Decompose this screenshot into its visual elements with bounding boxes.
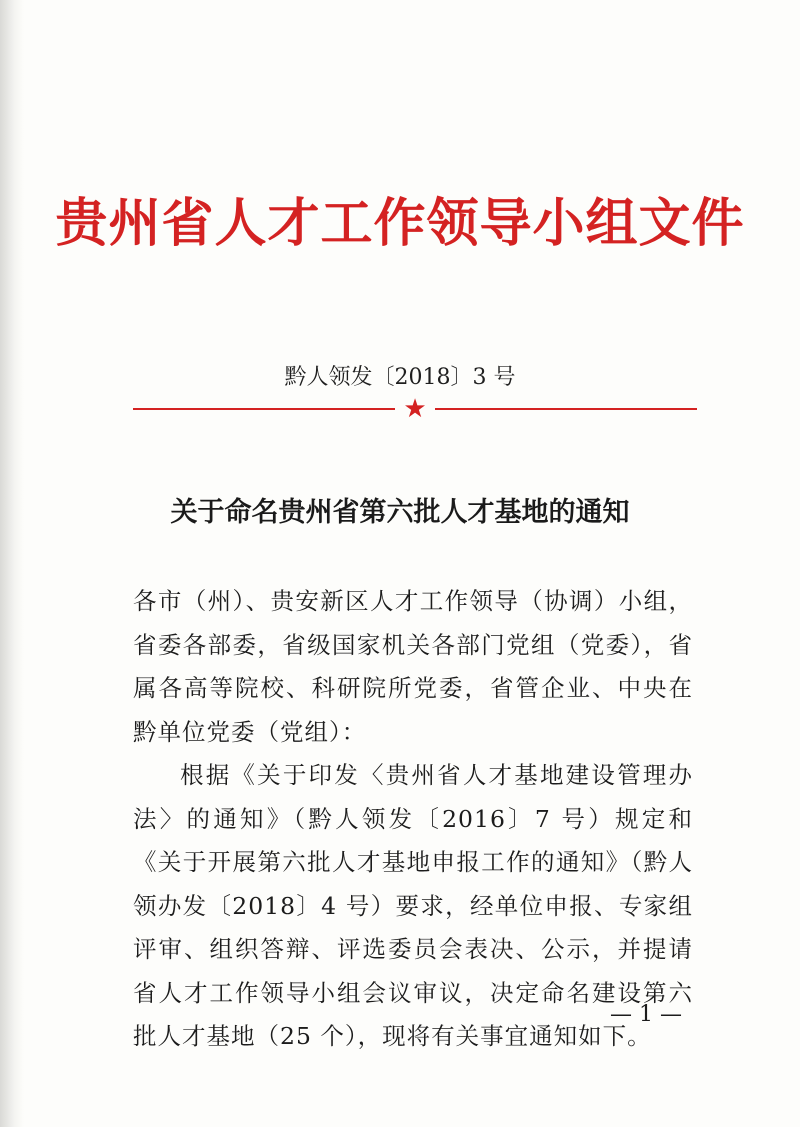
document-header-title: 贵州省人才工作领导小组文件: [55, 194, 745, 254]
document-number: 黔人领发〔2018〕3 号: [284, 365, 516, 390]
header-divider: [133, 394, 697, 424]
scan-edge-shadow: [0, 0, 24, 1127]
divider-rule-left: [133, 408, 395, 410]
notice-paragraph: 根据《关于印发〈贵州省人才基地建设管理办法〉的通知》（黔人领发〔2016〕7 号）规定和《关于开展第六批人才基地申报工作的通知》（黔人领办发〔2018〕4 号）要求，经单位申报、专家组评审、组织答辩、评选委员会表决、公示，并提请省人才工作领导小组会议审议，决定命名建设第六批人才基地（25 个），现将有关事宜通知如下。: [133, 761, 693, 1050]
notice-title: 关于命名贵州省第六批人才基地的通知: [170, 497, 630, 528]
notice-salutation: 各市（州）、贵安新区人才工作领导（协调）小组，省委各部委，省级国家机关各部门党组（党委），省属各高等院校、科研院所党委，省管企业、中央在黔单位党委（党组）：: [133, 587, 693, 746]
star-icon: ★: [403, 394, 427, 424]
page-number: — 1 —: [610, 1002, 682, 1027]
divider-rule-right: [435, 408, 697, 410]
notice-body: [133, 580, 693, 1059]
